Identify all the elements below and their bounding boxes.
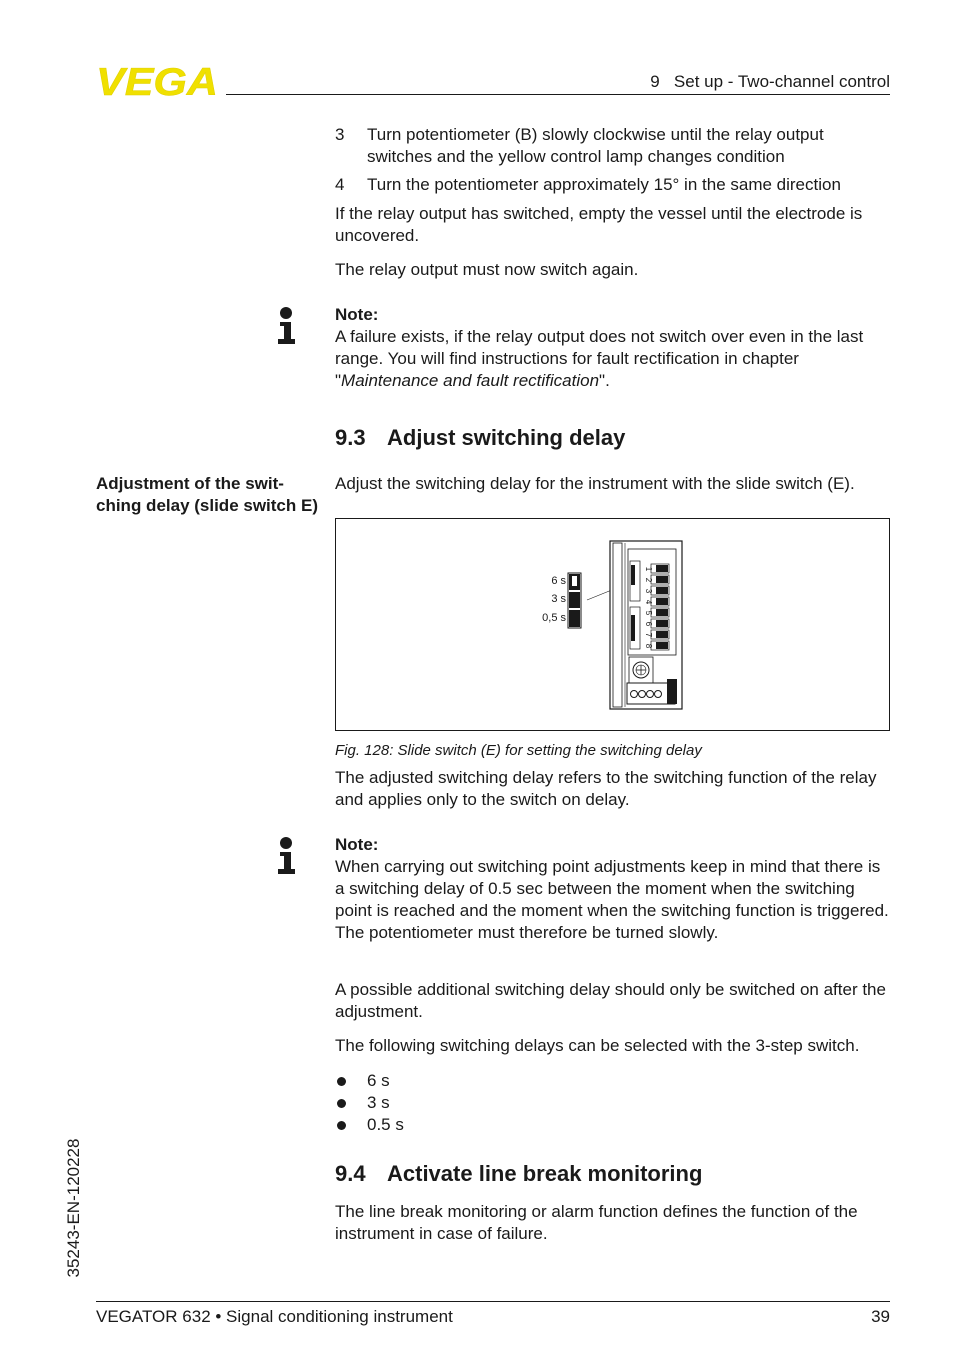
paragraph-following-delays: The following switching delays can be selected with the 3-step switch. — [335, 1036, 860, 1055]
note-heading: Note: — [335, 305, 379, 324]
footer-rule — [96, 1301, 890, 1302]
vega-logo — [96, 64, 220, 98]
dip-switch-number: 1 — [644, 566, 653, 572]
note-text: A failure exists, if the relay output does not switch over even in the last range. You will find instructions for fault rectification in chapter "Maintenance and fault rectification". — [335, 327, 864, 390]
dip-switch-knob — [656, 609, 668, 616]
step-text: Turn the potentiometer approximately 15° in the same direction — [367, 175, 841, 194]
dip-switch-knob — [656, 598, 668, 605]
dip-switch-knob — [656, 565, 668, 572]
dip-switch-knob — [656, 631, 668, 638]
info-icon — [276, 836, 298, 876]
list-item: 6 s — [335, 1070, 891, 1092]
dip-switch-knob — [656, 587, 668, 594]
switch-label-05s: 0,5 s — [542, 612, 566, 624]
sidebar-label-switching-delay: Adjustment of the swit-ching delay (slide switch E) — [96, 474, 318, 515]
dip-switch-knob — [656, 576, 668, 583]
figure-caption: Fig. 128: Slide switch (E) for setting the switching delay — [335, 742, 702, 759]
note-2 — [335, 834, 891, 944]
dip-switch-knob — [656, 642, 668, 649]
dip-switch-number: 6 — [644, 621, 653, 627]
paragraph-switched: If the relay output has switched, empty the vessel until the electrode is uncovered. — [335, 204, 863, 245]
switch-label-3s: 3 s — [551, 593, 566, 605]
step-text: Turn potentiometer (B) slowly clockwise until the relay output switches and the yellow control lamp changes condition — [367, 125, 824, 166]
note-text: When carrying out switching point adjustments keep in mind that there is a switching delay of 0.5 sec between the moment when the switching point is reached and the moment when the switching function is triggered. The potentiometer must therefore be turned slowly. — [335, 857, 889, 942]
info-icon — [276, 306, 298, 346]
section-heading-9-4: 9.4 Activate line break monitoring — [335, 1161, 703, 1186]
document-id: 35243-EN-120228 — [64, 1138, 83, 1278]
section-9-3-intro: Adjust the switching delay for the instrument with the slide switch (E). — [335, 474, 855, 493]
step-number: 3 — [335, 125, 345, 144]
figure-slide-switch — [335, 518, 890, 731]
dip-switch-number: 3 — [644, 588, 653, 594]
dip-switch-number: 5 — [644, 610, 653, 616]
paragraph-switch-again: The relay output must now switch again. — [335, 260, 639, 279]
header-rule — [226, 94, 890, 95]
list-item: 0.5 s — [335, 1114, 891, 1136]
list-item: 3 s — [335, 1092, 891, 1114]
dip-switch-number: 7 — [644, 632, 653, 638]
page-number: 39 — [871, 1307, 890, 1326]
note-1 — [335, 304, 891, 392]
step-3 — [335, 124, 891, 166]
delay-list — [335, 1070, 891, 1136]
section-heading-9-3: 9.3 Adjust switching delay — [335, 425, 626, 450]
step-4 — [335, 174, 891, 196]
note-heading: Note: — [335, 835, 379, 854]
section-9-4-text: The line break monitoring or alarm function defines the function of the instrument in case of failure. — [335, 1202, 858, 1243]
paragraph-adjusted-delay: The adjusted switching delay refers to the switching function of the relay and applies only to the switch on delay. — [335, 768, 877, 809]
footer-product: VEGATOR 632 • Signal conditioning instrument — [96, 1307, 453, 1326]
svg-text:VEGA: VEGA — [96, 64, 218, 98]
step-number: 4 — [335, 175, 345, 194]
paragraph-additional-delay: A possible additional switching delay should only be switched on after the adjustment. — [335, 980, 886, 1021]
dip-switch-knob — [656, 620, 668, 627]
dip-switch-number: 4 — [644, 599, 653, 605]
dip-switch-number: 8 — [644, 643, 653, 649]
slide-switch-diagram — [336, 519, 889, 730]
header-section-title: 9 Set up - Two-channel control — [650, 72, 890, 91]
dip-switch-number: 2 — [644, 577, 653, 583]
switch-label-6s: 6 s — [551, 575, 566, 587]
